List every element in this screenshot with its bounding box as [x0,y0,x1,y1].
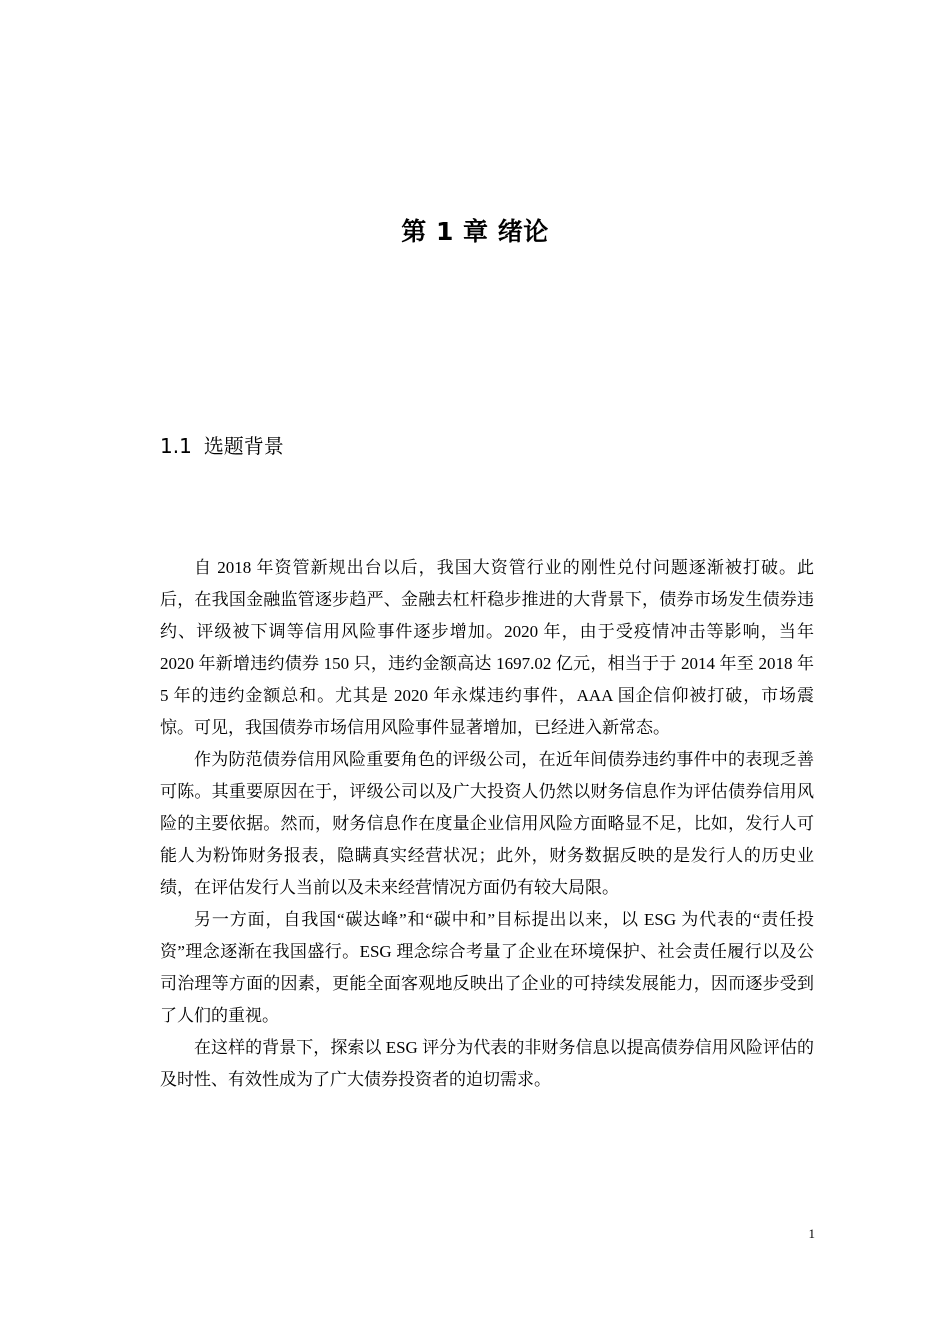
chapter-title: 第 1 章 绪论 [401,217,549,246]
page-number: 1 [808,1226,815,1241]
section-heading [160,430,284,459]
paragraph: 自 2018 年资管新规出台以后，我国大资管行业的刚性兑付问题逐渐被打破。此后，在我国金融监管逐步趋严、金融去杠杆稳步推进的大背景下，债券市场发生债券违约、评级被下调等信用风险事件逐步增加。2020 年，由于受疫情冲击等影响，当年 2020 年新增违约债券 150 只，违约金额高达 1697.02 亿元，相当于于 2014 年至 2018 年 5 年的违约金额总和。尤其是 2020 年永煤违约事件，AAA 国企信仰被打破，市场震惊。可见，我国债券市场信用风险事件显著增加，已经进入新常态。 [160,558,814,737]
paragraph: 另一方面，自我国“碳达峰”和“碳中和”目标提出以来，以 ESG 为代表的“责任投资”理念逐渐在我国盛行。ESG 理念综合考量了企业在环境保护、社会责任履行以及公司治理等方面的因素，更能全面客观地反映出了企业的可持续发展能力，因而逐步受到了人们的重视。 [160,910,814,1025]
body-text [160,552,814,1096]
section-number: 1.1 [160,434,192,458]
paragraph: 在这样的背景下，探索以 ESG 评分为代表的非财务信息以提高债券信用风险评估的及时性、有效性成为了广大债券投资者的迫切需求。 [160,1038,814,1089]
paragraph: 作为防范债券信用风险重要角色的评级公司，在近年间债券违约事件中的表现乏善可陈。其重要原因在于，评级公司以及广大投资人仍然以财务信息作为评估债券信用风险的主要依据。然而，财务信息作在度量企业信用风险方面略显不足，比如，发行人可能人为粉饰财务报表，隐瞒真实经营状况；此外，财务数据反映的是发行人的历史业绩，在评估发行人当前以及未来经营情况方面仍有较大局限。 [160,750,814,897]
section-title: 选题背景 [203,434,284,458]
